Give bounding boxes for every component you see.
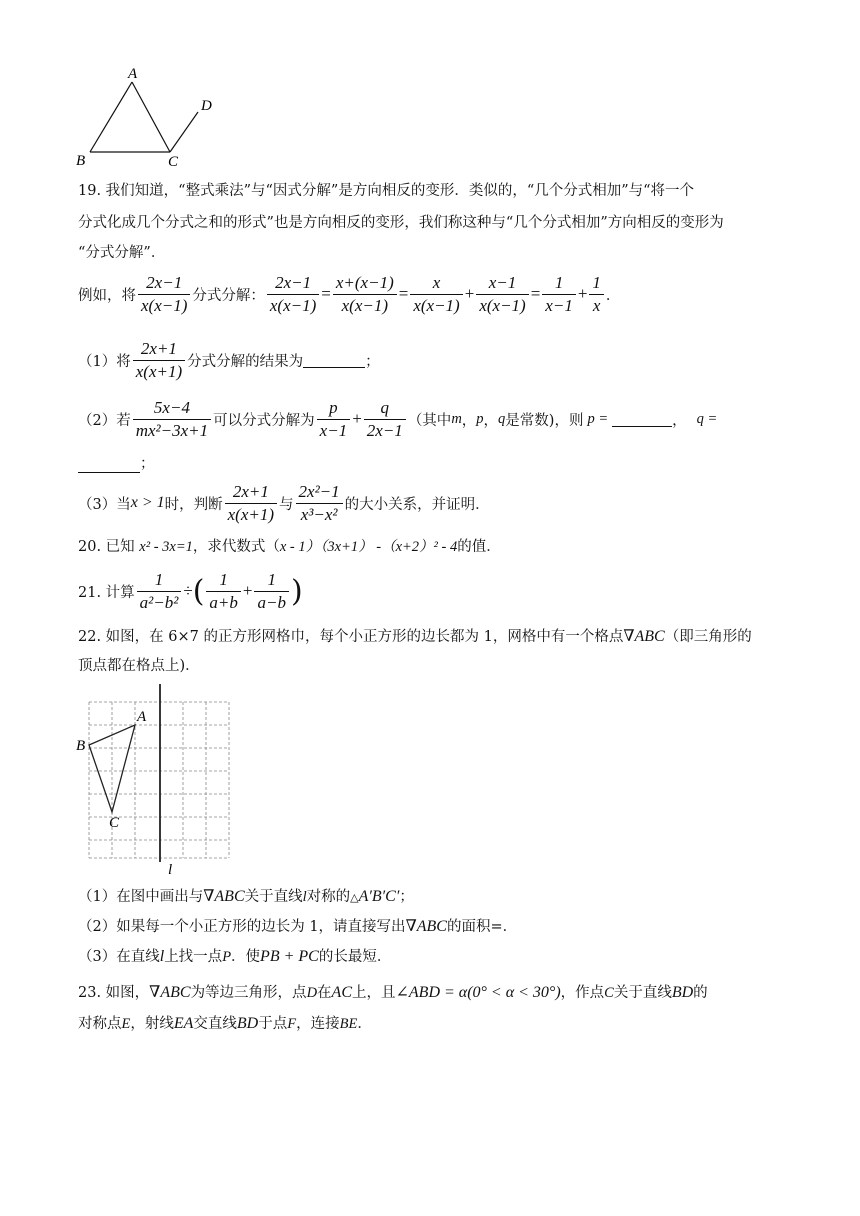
answer-blank[interactable] xyxy=(303,353,365,368)
q22-line2: 顶点都在格点上)． xyxy=(78,658,200,674)
q19-part1: （1）将 $\frac{2x+1}{x(x+1)}$ 分式分解的结果为 ； xyxy=(78,338,380,381)
triangle-figure xyxy=(70,62,230,170)
q19-part2: （2）若 $\frac{5x-4}{\text{mx²−3x+1}}$ 可以分式分解为 $\frac{p}{x-1}$ + $\frac{q}{2x-1}$ （其中 m ， p ， q 是常数)，则 p = ， q = xyxy=(78,397,718,440)
grid-label-c: C xyxy=(109,815,120,831)
vertex-label-a: A xyxy=(128,66,138,82)
q22-line1: 22. 如图，在 6×7 的正方形网格巾，每个小正方形的边长都为 1，网格中有一个格点∇ABC（即三角形的 xyxy=(78,628,752,645)
q20: 20. 已知 x² - 3x=1，求代数式（x - 1）（3x+1） -（x+2）² - 4的值． xyxy=(78,539,501,555)
vertex-label-d: D xyxy=(201,98,212,114)
answer-blank-p[interactable] xyxy=(612,412,672,427)
q19-part2-cont: ； xyxy=(78,452,155,473)
vertex-label-c: C xyxy=(168,154,179,170)
q19-intro-line3: “分式分解”． xyxy=(78,245,166,261)
q19-intro-line1: 19. 我们知道，“整式乘法”与“因式分解”是方向相反的变形．类似的，“几个分式相加”与“将一个 xyxy=(78,183,695,199)
q22-part3: （3）在直线l上找一点P．使PB + PC的长最短． xyxy=(78,948,392,965)
grid-label-a: A xyxy=(137,709,147,725)
q23-line1: 23. 如图，∇ABC为等边三角形，点D在AC上，且∠ABD = α(0° < α < 30°)，作点C关于直线BD的 xyxy=(78,984,708,1001)
q19-intro-line2: 分式化成几个分式之和的形式”也是方向相反的变形，我们称这种与“几个分式相加”方向相反的变形为 xyxy=(78,215,724,231)
grid-label-b: B xyxy=(76,738,86,754)
answer-blank-q[interactable] xyxy=(78,458,140,473)
q21: 21. 计算 $\frac{1}{\text{a²−b²}}$ ÷ ( $\frac{1}{a+b}$ + $\frac{1}{a-b}$ ) xyxy=(78,569,303,612)
q22-part2: （2）如果每一个小正方形的边长为 1，请直接写出∇ABC的面积=． xyxy=(78,918,518,935)
grid-figure xyxy=(76,684,236,880)
grid-label-l: l xyxy=(168,862,173,878)
q19-part3: （3）当 x > 1 时，判断 $\frac{2x+1}{x(x+1)}$ 与 $\frac{\text{2x²−1}}{\text{x³−x²}}$ 的大小关系，并证明． xyxy=(78,481,490,524)
q23-line2: 对称点E，射线EA交直线BD于点F，连接BE． xyxy=(78,1015,372,1032)
vertex-label-b: B xyxy=(76,153,86,169)
q22-part1: （1）在图中画出与∇ABC关于直线l对称的△A′B′C′； xyxy=(78,888,414,905)
q19-example-line: 例如，将 $\frac{2x-1}{x(x-1)}$ 分式分解： $\frac{2x-1}{x(x-1)}$ = $\frac{x+(x-1)}{x(x-1)}$ = $\frac{x}{x(x-1)}$ + $\frac{x-1}{x(x-1)}$ = $\frac{1}{x-1}$ + $\frac{1}{x}$ ． xyxy=(78,272,621,315)
